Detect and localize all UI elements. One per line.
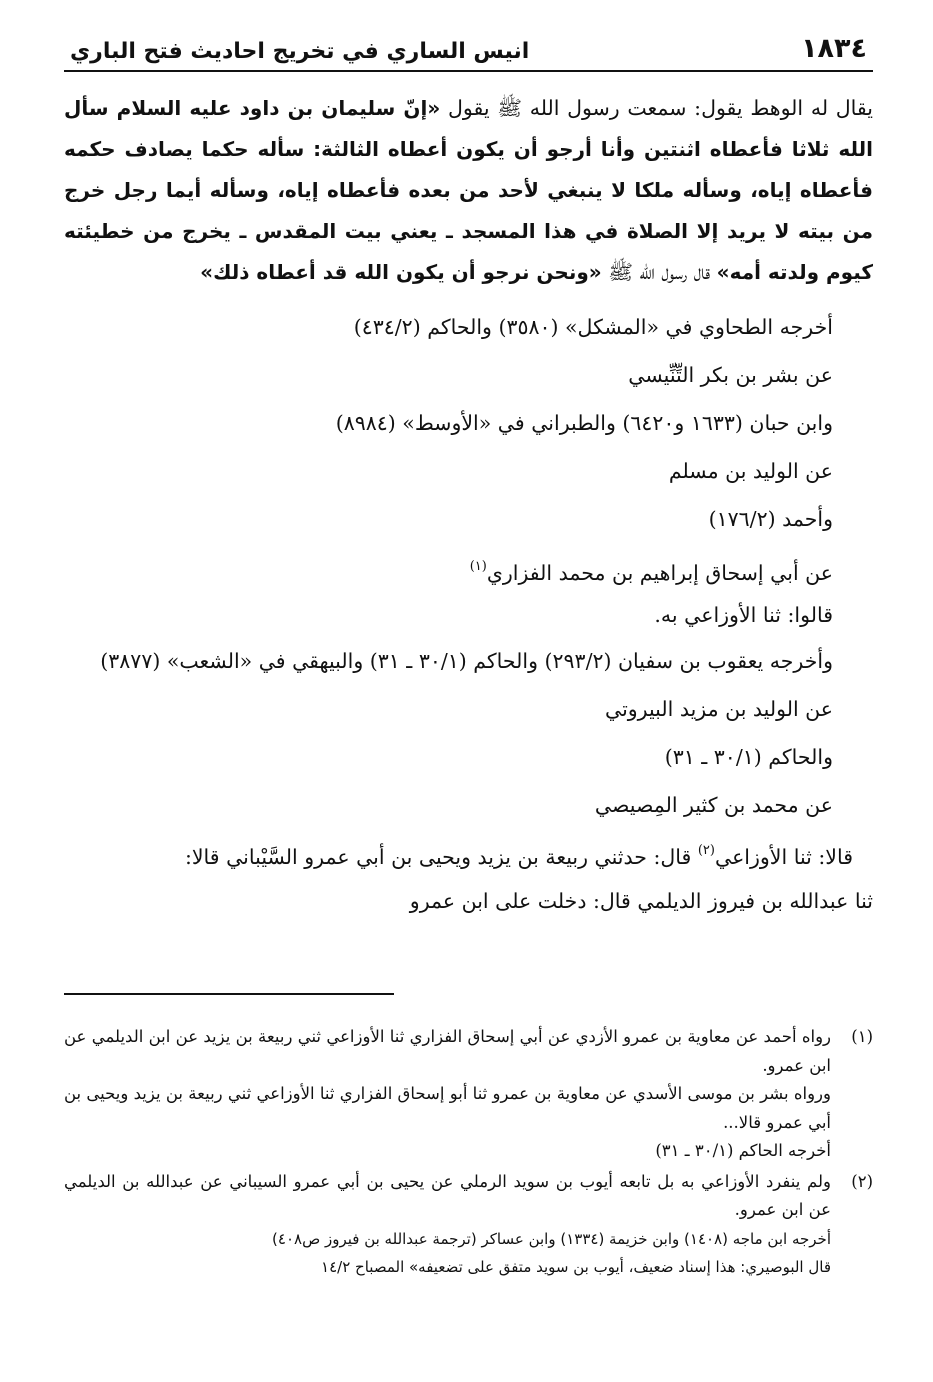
hadith-intro: يقال له الوهط يقول: سمعت رسول الله ﷺ يقول xyxy=(447,96,873,120)
source-line: وابن حبان (١٦٣٣ و٦٤٢٠) والطبراني في «الأوسط» (٨٩٨٤) xyxy=(335,411,833,435)
footnote-number: (٢) xyxy=(851,1171,873,1191)
book-title: انيس الساري في تخريج احاديث فتح الباري xyxy=(70,39,530,64)
footnote-line: أخرجه الحاكم (٣٠/١ ـ ٣١) xyxy=(655,1141,831,1160)
hadith-end: «ونحن نرجو أن يكون الله قد أعطاه ذلك» xyxy=(200,260,602,284)
source-text: عن أبي إسحاق إبراهيم بن محمد الفزاري xyxy=(486,561,833,585)
footnotes xyxy=(64,1023,873,1282)
chain-paragraph xyxy=(64,829,873,923)
source-line: عن محمد بن كثير المِصيصي xyxy=(594,793,833,817)
footnote-1 xyxy=(64,1023,873,1166)
source-line: قالوا: ثنا الأوزاعي به. xyxy=(654,603,833,627)
source-line: عن بشر بن بكر التِّنِّيسي xyxy=(628,363,833,387)
footnote-body xyxy=(64,1023,831,1166)
chain-line-2: ثنا عبدالله بن فيروز الديلمي قال: دخلت على ابن عمرو xyxy=(409,889,873,913)
footnote-2 xyxy=(64,1168,873,1282)
source-line: أخرجه الطحاوي في «المشكل» (٣٥٨٠) والحاكم (٤٣٤/٢) xyxy=(353,315,833,339)
hadith-middle: قال رسول الله ﷺ xyxy=(608,260,711,284)
source-line: وأحمد (١٧٦/٢) xyxy=(708,507,833,531)
chain-text-b: قال: حدثني ربيعة بن يزيد ويحيى بن أبي عمرو السَّيْباني قالا: xyxy=(184,845,692,869)
takhrij-sources xyxy=(64,303,873,829)
footnote-line: قال البوصيري: هذا إسناد ضعيف، أيوب بن سويد متفق على تضعيفه» المصباح ١٤/٢ xyxy=(321,1258,831,1276)
book-page xyxy=(64,20,873,1382)
source-line xyxy=(64,543,833,591)
hadith-paragraph xyxy=(64,88,873,293)
footnote-body xyxy=(64,1168,831,1282)
source-line: عن الوليد بن مزيد البيروتي xyxy=(604,697,833,721)
chain-line-1 xyxy=(64,829,853,879)
hadith-text: «إنّ سليمان بن داود عليه السلام سأل الله ثلاثا فأعطاه اثنتين وأنا أرجو أن يكون أعطاه الثالثة: سأله حكما يصادف حكمه فأعطاه إياه، وسأله ملكا لا ينبغي لأحد من بعده فأعطاه إياه، وسأله أيما رجل خرج من بيته لا يريد إلا الصلاة في هذا المسجد ـ يعني بيت المقدس ـ يخرج من خطيئته كيوم ولدته أمه» xyxy=(64,96,873,284)
footnote-line: ورواه بشر بن موسى الأسدي عن معاوية بن عمرو ثنا أبو إسحاق الفزاري ثنا الأوزاعي ثني ربيعة بن يزيد ويحيى بن أبي عمرو قالا... xyxy=(64,1084,831,1132)
footnote-line: رواه أحمد عن معاوية بن عمرو الأزدي عن أبي إسحاق الفزاري ثنا الأوزاعي ثني ربيعة بن يزيد عن ابن الديلمي عن ابن عمرو. xyxy=(64,1027,831,1075)
footnote-ref-1[interactable]: (١) xyxy=(469,559,487,574)
running-header xyxy=(64,20,873,72)
footnote-line: ولم ينفرد الأوزاعي به بل تابعه أيوب بن سويد الرملي عن يحيى بن أبي عمرو السيباني عن عبدالله بن الديلمي عن ابن عمرو. xyxy=(64,1171,831,1219)
source-line: عن الوليد بن مسلم xyxy=(668,459,833,483)
footnote-ref-2[interactable]: (٢) xyxy=(697,843,715,858)
source-line: والحاكم (٣٠/١ ـ ٣١) xyxy=(664,745,833,769)
chain-text-a: قالا: ثنا الأوزاعي xyxy=(714,845,853,869)
page-number: ١٨٣٤ xyxy=(801,33,867,64)
footnote-number: (١) xyxy=(851,1027,873,1046)
footnote-line: أخرجه ابن ماجه (١٤٠٨) وابن خزيمة (١٣٣٤) وابن عساكر (ترجمة عبدالله بن فيروز ص٤٠٨) xyxy=(272,1229,831,1248)
source-line: وأخرجه يعقوب بن سفيان (٢٩٣/٢) والحاكم (٣٠/١ ـ ٣١) والبيهقي في «الشعب» (٣٨٧٧) xyxy=(100,649,833,673)
footnote-divider xyxy=(64,993,394,995)
